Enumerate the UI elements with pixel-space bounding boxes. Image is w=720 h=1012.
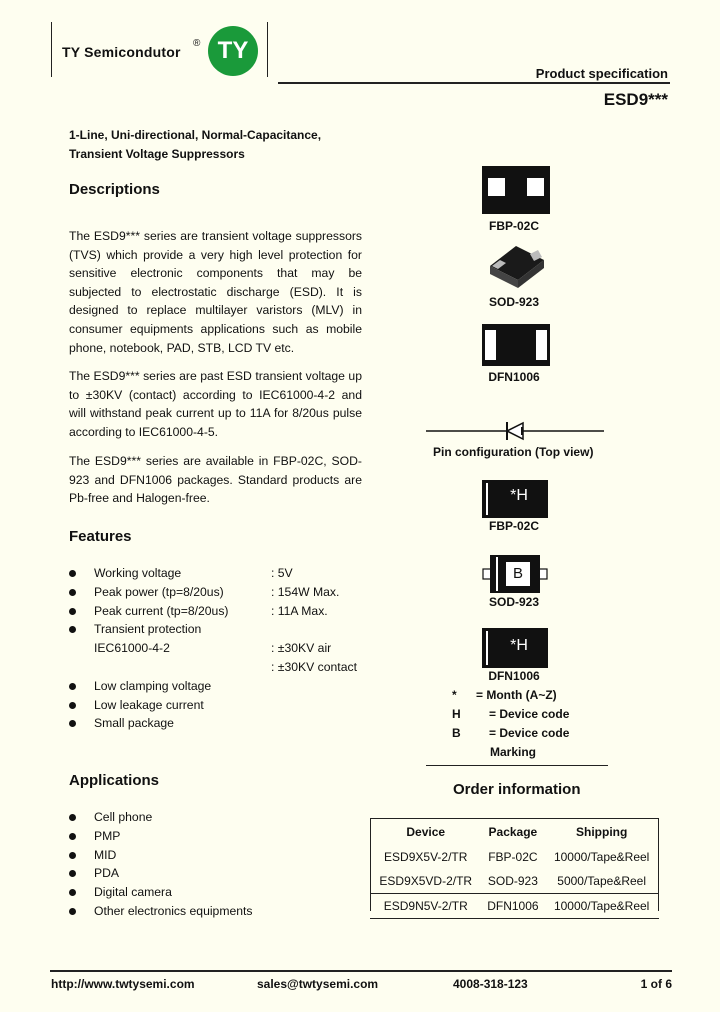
feature-item: Low leakage current: [69, 696, 369, 715]
legend-row: H = Device code: [452, 707, 570, 721]
marking-divider: [426, 765, 608, 766]
footer-rule: [50, 970, 672, 972]
bullet-icon: [69, 626, 76, 633]
order-header-row: [370, 819, 659, 846]
feature-item: Small package: [69, 714, 369, 733]
feature-item: Transient protection: [69, 620, 369, 639]
subtitle-line-2: Transient Voltage Suppressors: [69, 147, 245, 161]
application-item: MID: [69, 846, 369, 865]
marking-legend: [449, 688, 609, 745]
marking-title: Marking: [490, 745, 537, 759]
dfn1006-mark-text: *H: [510, 637, 528, 654]
column-header: Package: [488, 825, 538, 839]
bullet-icon: [69, 889, 76, 896]
order-table-left-border: [370, 818, 371, 911]
feature-item: Low clamping voltage: [69, 677, 369, 696]
company-logo: TY: [208, 26, 258, 76]
footer-phone: 4008-318-123: [453, 977, 528, 991]
registered-mark: ®: [193, 38, 201, 49]
application-item: Other electronics equipments: [69, 902, 369, 921]
applications-list: [69, 808, 369, 921]
header-left-rule: [51, 22, 52, 77]
dfn1006-label: DFN1006: [488, 370, 540, 384]
feature-item: Working voltage : 5V: [69, 564, 369, 583]
legend-row: * = Month (A~Z): [452, 688, 557, 702]
fbp-02c-pin-label: FBP-02C: [488, 519, 539, 533]
subtitle-line-1: 1-Line, Uni-directional, Normal-Capacitance,: [69, 128, 322, 142]
table-row: ESD9X5VD-2/TR SOD-923 5000/Tape&Reel: [379, 874, 647, 888]
dfn1006-pin-label: DFN1006: [488, 669, 540, 683]
feature-item: : ±30KV contact: [271, 659, 357, 674]
description-paragraph-1: The ESD9*** series are transient voltage suppressors (TVS) which provide a very high level protection for sensitive electronic components that may be subjected to electrostatic discharge (ESD). It is designed to replace multilayer varistors (MLV) in consumer equipments applications such as mobile phone, notebook, PAD, STB, LCD TV etc.: [69, 229, 362, 355]
sod-923-pin-label: SOD-923: [488, 595, 540, 609]
description-paragraph-3: The ESD9*** series are available in FBP-02C, SOD-923 and DFN1006 packages. Standard products are Pb-free and Halogen-free.: [69, 454, 362, 506]
features-list: [69, 564, 369, 733]
sod-923-label: SOD-923: [488, 295, 540, 309]
features-heading: Features: [69, 528, 132, 545]
product-subtitle: [69, 126, 321, 164]
bullet-icon: [69, 908, 76, 915]
application-item: Cell phone: [69, 808, 369, 827]
column-header: Shipping: [575, 825, 628, 839]
application-item: PMP: [69, 827, 369, 846]
order-table: [370, 818, 659, 919]
diode-symbol-icon: [426, 419, 604, 443]
bullet-icon: [69, 570, 76, 577]
bullet-icon: [69, 814, 76, 821]
feature-item: Peak current (tp=8/20us) : 11A Max.: [69, 602, 369, 621]
fbp-02c-mark-text: *H: [510, 487, 528, 504]
column-header: Device: [406, 825, 446, 839]
table-row: ESD9X5V-2/TR FBP-02C 10000/Tape&Reel: [384, 850, 650, 864]
header-right-rule: [267, 22, 268, 77]
brand-name: TY Semicondutor: [62, 44, 181, 60]
bullet-icon: [69, 683, 76, 690]
feature-item: Peak power (tp=8/20us) : 154W Max.: [69, 583, 369, 602]
description-paragraph-2: The ESD9*** series are past ESD transient voltage up to ±30KV (contact) according to IEC61000-4-2 and will withstand peak current up to 11A for 8/20us pulse according to IEC61000-4-5.: [69, 369, 362, 439]
dfn1006-package-icon: [482, 324, 550, 366]
footer-email[interactable]: sales@twtysemi.com: [257, 977, 379, 991]
sod-923-package-icon: [486, 238, 548, 290]
page-number: 1 of 6: [640, 977, 672, 991]
pin-configuration-label: Pin configuration (Top view): [433, 445, 594, 459]
bullet-icon: [69, 852, 76, 859]
bullet-icon: [69, 833, 76, 840]
bullet-icon: [69, 870, 76, 877]
header-rule: [278, 82, 670, 84]
legend-row: B = Device code: [452, 726, 570, 740]
bullet-icon: [69, 720, 76, 727]
order-heading: Order information: [453, 781, 581, 798]
application-item: PDA: [69, 864, 369, 883]
feature-item: IEC61000-4-2 : ±30KV air: [94, 641, 332, 656]
model-number: ESD9***: [603, 90, 668, 109]
applications-heading: Applications: [69, 772, 160, 789]
footer-url[interactable]: http://www.twtysemi.com: [51, 977, 195, 991]
bullet-icon: [69, 589, 76, 596]
fbp-02c-package-icon: [482, 166, 550, 214]
descriptions-heading: Descriptions: [69, 181, 160, 198]
product-specification: Product specification: [535, 66, 668, 81]
bullet-icon: [69, 702, 76, 709]
order-table-right-border: [658, 818, 659, 911]
application-item: Digital camera: [69, 883, 369, 902]
table-row: ESD9N5V-2/TR DFN1006 10000/Tape&Reel: [370, 894, 659, 919]
bullet-icon: [69, 608, 76, 615]
fbp-02c-label: FBP-02C: [488, 219, 539, 233]
sod-923-mark-text: B: [512, 565, 523, 582]
